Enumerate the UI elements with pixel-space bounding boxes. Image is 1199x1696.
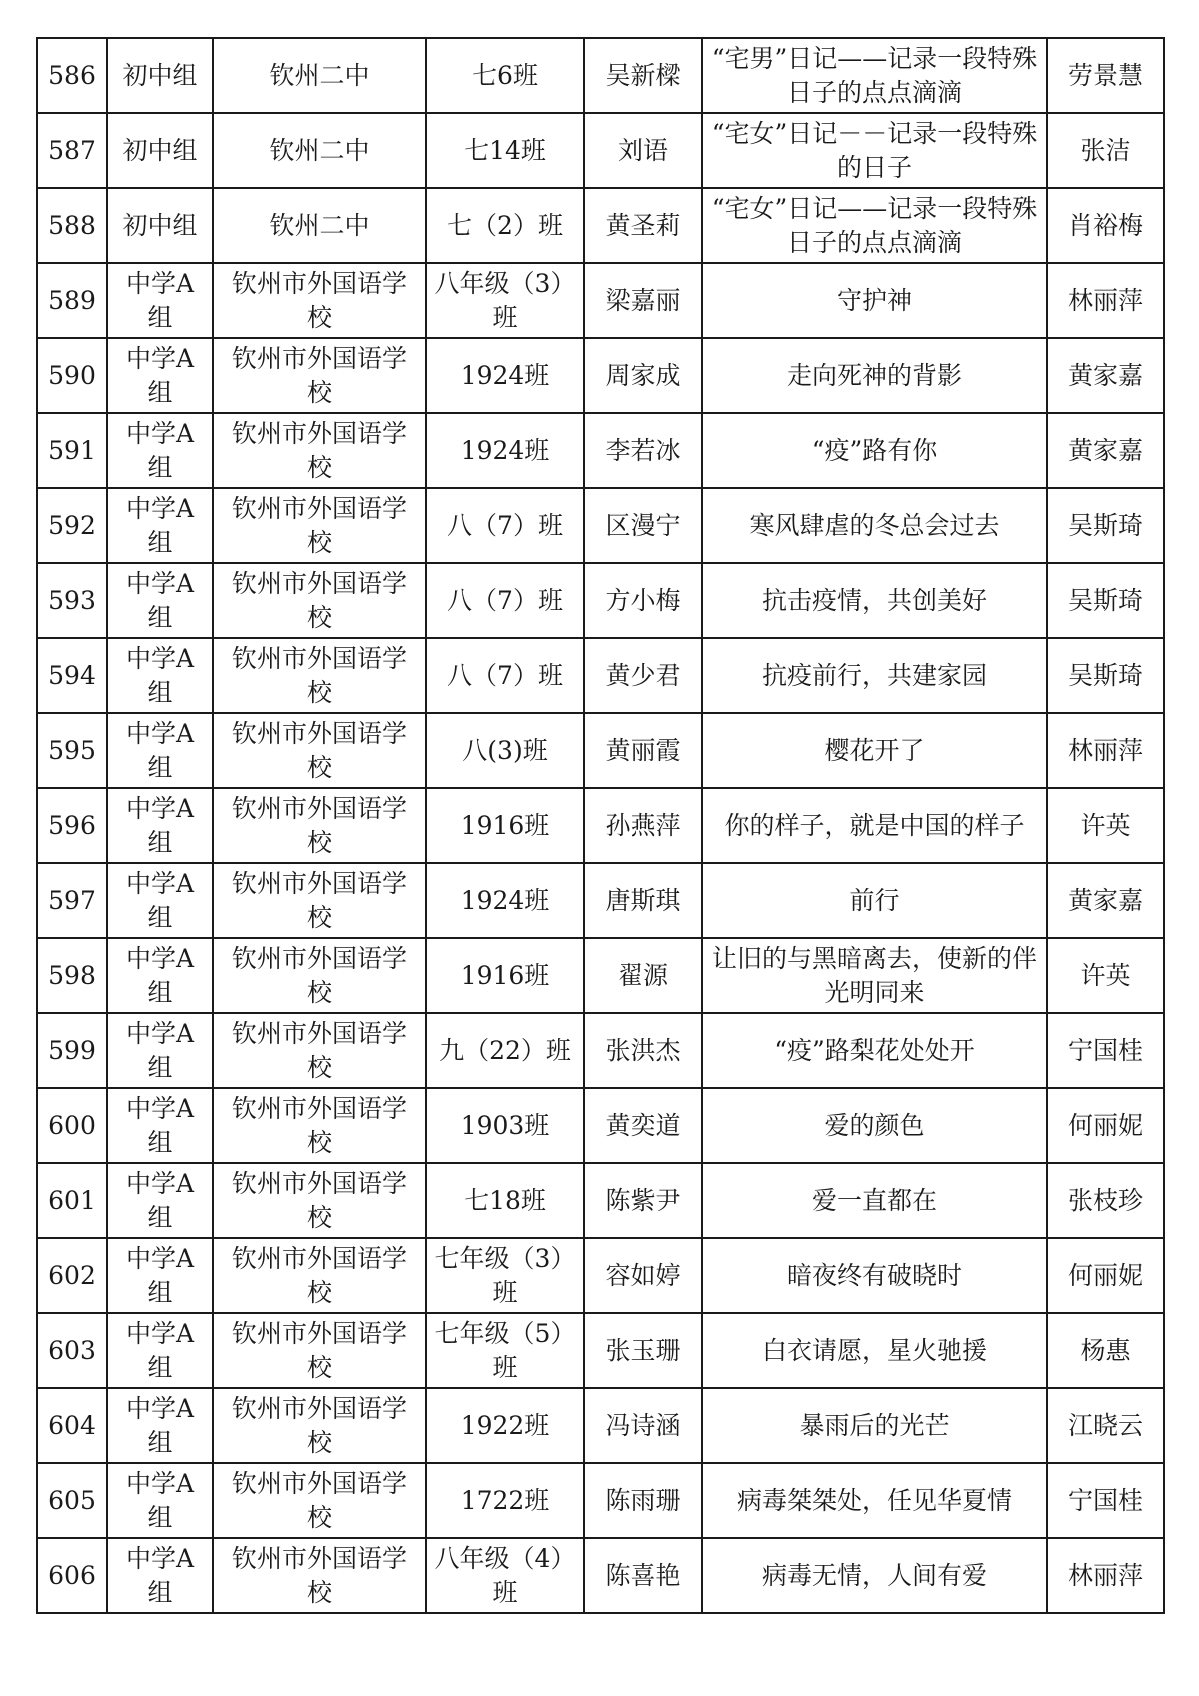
entry-class: 1722班 [426,1463,584,1538]
entry-number: 590 [37,338,107,413]
entry-number: 605 [37,1463,107,1538]
entry-group: 中学A组 [107,263,213,338]
entry-class: 七年级（5）班 [426,1313,584,1388]
entry-student: 吴新樑 [584,38,702,113]
entry-student: 黄圣莉 [584,188,702,263]
entry-student: 黄丽霞 [584,713,702,788]
entry-title: “疫”路梨花处处开 [702,1013,1047,1088]
entry-class: 七14班 [426,113,584,188]
entry-class: 1924班 [426,863,584,938]
entry-teacher: 林丽萍 [1047,1538,1164,1613]
entry-school: 钦州市外国语学校 [213,788,426,863]
entry-school: 钦州市外国语学校 [213,563,426,638]
entry-school: 钦州二中 [213,113,426,188]
entry-school: 钦州市外国语学校 [213,1163,426,1238]
entry-teacher: 吴斯琦 [1047,638,1164,713]
entry-number: 606 [37,1538,107,1613]
entry-class: 1916班 [426,938,584,1013]
entry-teacher: 何丽妮 [1047,1088,1164,1163]
entry-student: 梁嘉丽 [584,263,702,338]
entry-number: 596 [37,788,107,863]
entry-number: 591 [37,413,107,488]
entry-student: 区漫宁 [584,488,702,563]
table-row [37,638,1164,713]
entry-school: 钦州二中 [213,188,426,263]
entry-title: 暗夜终有破晓时 [702,1238,1047,1313]
entry-group: 中学A组 [107,1088,213,1163]
entry-school: 钦州市外国语学校 [213,1088,426,1163]
entry-number: 601 [37,1163,107,1238]
entry-class: 七（2）班 [426,188,584,263]
entry-number: 604 [37,1388,107,1463]
entry-number: 597 [37,863,107,938]
entry-class: 1924班 [426,338,584,413]
entry-student: 陈紫尹 [584,1163,702,1238]
table-row [37,563,1164,638]
entry-class: 1922班 [426,1388,584,1463]
entry-class: 七6班 [426,38,584,113]
table-row [37,1538,1164,1613]
entry-school: 钦州市外国语学校 [213,1463,426,1538]
entry-student: 陈喜艳 [584,1538,702,1613]
entry-school: 钦州市外国语学校 [213,938,426,1013]
entry-title: 走向死神的背影 [702,338,1047,413]
entry-group: 初中组 [107,188,213,263]
table-row [37,413,1164,488]
entry-teacher: 宁国桂 [1047,1013,1164,1088]
entry-number: 599 [37,1013,107,1088]
entry-title: “疫”路有你 [702,413,1047,488]
entry-number: 602 [37,1238,107,1313]
entry-group: 中学A组 [107,488,213,563]
entry-student: 孙燕萍 [584,788,702,863]
entry-class: 八（7）班 [426,638,584,713]
entry-teacher: 黄家嘉 [1047,863,1164,938]
entry-school: 钦州市外国语学校 [213,413,426,488]
entry-title: 病毒桀桀处，任见华夏情 [702,1463,1047,1538]
entry-title: 抗击疫情，共创美好 [702,563,1047,638]
entry-group: 中学A组 [107,1388,213,1463]
entry-title: 你的样子，就是中国的样子 [702,788,1047,863]
entry-title: 爱的颜色 [702,1088,1047,1163]
entry-number: 593 [37,563,107,638]
entry-student: 冯诗涵 [584,1388,702,1463]
entry-school: 钦州市外国语学校 [213,863,426,938]
entry-group: 中学A组 [107,788,213,863]
entry-teacher: 林丽萍 [1047,713,1164,788]
entry-number: 586 [37,38,107,113]
entry-school: 钦州二中 [213,38,426,113]
entry-title: “宅男”日记——记录一段特殊日子的点点滴滴 [702,38,1047,113]
entry-teacher: 江晓云 [1047,1388,1164,1463]
entry-title: 守护神 [702,263,1047,338]
entry-student: 陈雨珊 [584,1463,702,1538]
entry-school: 钦州市外国语学校 [213,1013,426,1088]
entry-group: 中学A组 [107,863,213,938]
entry-student: 容如婷 [584,1238,702,1313]
table-row [37,1463,1164,1538]
entry-teacher: 劳景慧 [1047,38,1164,113]
entry-teacher: 宁国桂 [1047,1463,1164,1538]
entry-group: 中学A组 [107,413,213,488]
table-row [37,1388,1164,1463]
entry-teacher: 林丽萍 [1047,263,1164,338]
entry-class: 七18班 [426,1163,584,1238]
entry-number: 594 [37,638,107,713]
entry-class: 九（22）班 [426,1013,584,1088]
entry-group: 中学A组 [107,1013,213,1088]
table-row [37,113,1164,188]
entry-teacher: 杨惠 [1047,1313,1164,1388]
entry-student: 刘语 [584,113,702,188]
entry-student: 张洪杰 [584,1013,702,1088]
entry-teacher: 吴斯琦 [1047,488,1164,563]
entry-school: 钦州市外国语学校 [213,1538,426,1613]
entry-group: 中学A组 [107,563,213,638]
entry-group: 中学A组 [107,338,213,413]
entry-number: 595 [37,713,107,788]
entry-group: 中学A组 [107,1238,213,1313]
entry-teacher: 吴斯琦 [1047,563,1164,638]
entry-group: 初中组 [107,113,213,188]
entry-teacher: 黄家嘉 [1047,413,1164,488]
entry-group: 中学A组 [107,938,213,1013]
entry-class: 1924班 [426,413,584,488]
entry-student: 张玉珊 [584,1313,702,1388]
entry-student: 周家成 [584,338,702,413]
entry-teacher: 张枝珍 [1047,1163,1164,1238]
table-row [37,938,1164,1013]
table-row [37,488,1164,563]
entry-title: 暴雨后的光芒 [702,1388,1047,1463]
entry-title: 爱一直都在 [702,1163,1047,1238]
entry-teacher: 张洁 [1047,113,1164,188]
table-row [37,338,1164,413]
entry-number: 592 [37,488,107,563]
entry-group: 中学A组 [107,638,213,713]
entry-group: 中学A组 [107,1163,213,1238]
entry-title: 抗疫前行，共建家园 [702,638,1047,713]
table-row [37,1238,1164,1313]
entry-class: 八年级（3）班 [426,263,584,338]
table-row [37,1163,1164,1238]
entry-title: “宅女”日记——记录一段特殊日子的点点滴滴 [702,188,1047,263]
entry-class: 1903班 [426,1088,584,1163]
entry-title: 让旧的与黑暗离去，使新的伴光明同来 [702,938,1047,1013]
entry-student: 李若冰 [584,413,702,488]
table-row [37,1313,1164,1388]
entry-class: 八年级（4）班 [426,1538,584,1613]
entry-title: 前行 [702,863,1047,938]
entry-class: 八(3)班 [426,713,584,788]
entry-teacher: 许英 [1047,938,1164,1013]
entry-class: 八（7）班 [426,563,584,638]
entry-school: 钦州市外国语学校 [213,1313,426,1388]
table-row [37,263,1164,338]
entry-student: 方小梅 [584,563,702,638]
entry-title: 病毒无情，人间有爱 [702,1538,1047,1613]
table-row [37,863,1164,938]
entry-school: 钦州市外国语学校 [213,1238,426,1313]
table-row [37,713,1164,788]
entry-student: 唐斯琪 [584,863,702,938]
entry-student: 黄少君 [584,638,702,713]
entry-teacher: 许英 [1047,788,1164,863]
entry-school: 钦州市外国语学校 [213,713,426,788]
entry-group: 中学A组 [107,1313,213,1388]
table-row [37,788,1164,863]
entry-number: 598 [37,938,107,1013]
entry-class: 八（7）班 [426,488,584,563]
entry-title: 白衣请愿，星火驰援 [702,1313,1047,1388]
entry-class: 七年级（3）班 [426,1238,584,1313]
entry-school: 钦州市外国语学校 [213,263,426,338]
entry-number: 603 [37,1313,107,1388]
table-row [37,1013,1164,1088]
entry-group: 中学A组 [107,713,213,788]
entry-class: 1916班 [426,788,584,863]
entry-group: 中学A组 [107,1463,213,1538]
entry-school: 钦州市外国语学校 [213,638,426,713]
table-row [37,1088,1164,1163]
entry-title: 寒风肆虐的冬总会过去 [702,488,1047,563]
table-row [37,188,1164,263]
entries-table [36,37,1165,1614]
entry-title: 樱花开了 [702,713,1047,788]
entry-title: “宅女”日记－－记录一段特殊的日子 [702,113,1047,188]
entry-school: 钦州市外国语学校 [213,338,426,413]
entry-student: 翟源 [584,938,702,1013]
entry-teacher: 肖裕梅 [1047,188,1164,263]
entry-student: 黄奕道 [584,1088,702,1163]
entry-group: 中学A组 [107,1538,213,1613]
entry-number: 589 [37,263,107,338]
entry-number: 587 [37,113,107,188]
entry-group: 初中组 [107,38,213,113]
entry-school: 钦州市外国语学校 [213,1388,426,1463]
table-row [37,38,1164,113]
entry-number: 588 [37,188,107,263]
entry-teacher: 黄家嘉 [1047,338,1164,413]
entry-school: 钦州市外国语学校 [213,488,426,563]
entry-teacher: 何丽妮 [1047,1238,1164,1313]
entry-number: 600 [37,1088,107,1163]
